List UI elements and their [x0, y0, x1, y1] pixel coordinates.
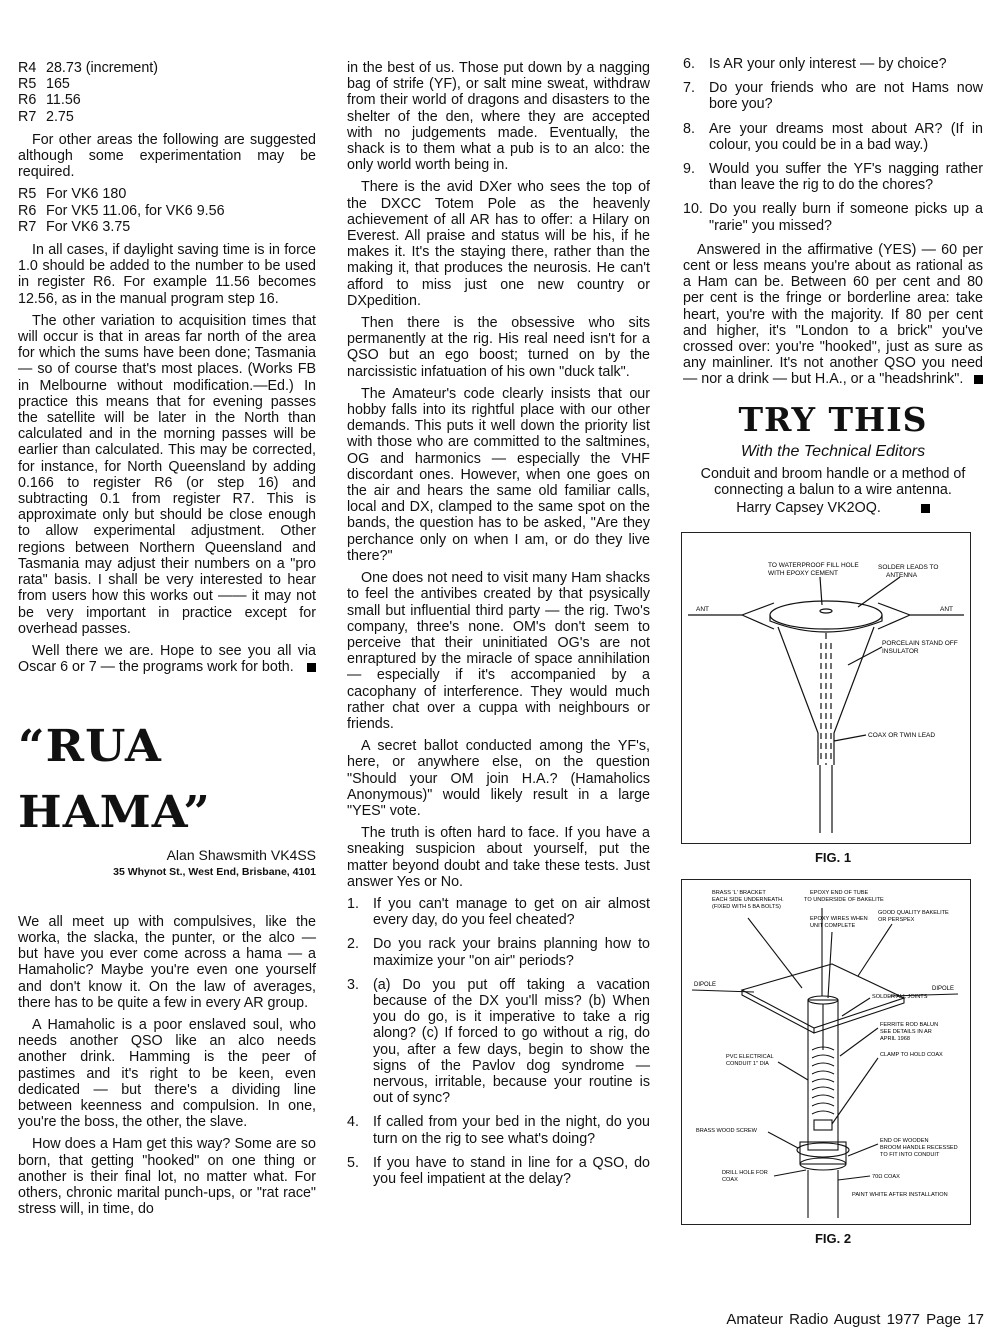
- question-list: [683, 56, 983, 234]
- list-item: 10. Do you really burn if someone picks up a "rarie" you missed?: [683, 201, 983, 234]
- register-row: R4 28.73 (increment): [18, 60, 159, 76]
- article-title-line1: “RUA: [18, 721, 162, 773]
- fig2-label: UNIT COMPLETE: [810, 922, 856, 929]
- balun-insulator-diagram: [682, 533, 970, 843]
- list-item: 8. Are your dreams most about AR? (If in colour, you could be in a bad way.): [683, 120, 983, 153]
- fig2-label: EACH SIDE UNDERNEATH.: [712, 896, 784, 903]
- fig2-label: COAX: [722, 1176, 738, 1183]
- register-row: R5 165: [18, 76, 70, 93]
- fig2-label: GOOD QUALITY BAKELITE: [878, 909, 949, 916]
- fig1-label: INSULATOR: [882, 648, 919, 656]
- page-footer: Amateur Radio August 1977 Page 17: [726, 1311, 984, 1328]
- register-row: R6 For VK5 11.06, for VK6 9.56: [18, 202, 225, 219]
- section-subtitle: With the Technical Editors: [740, 442, 926, 460]
- column-1: [18, 60, 316, 1223]
- paragraph: Conduit and broom handle or a method of connecting a balun to a wire antenna.: [700, 465, 966, 499]
- fig1-label: SOLDER LEADS TO: [878, 564, 939, 572]
- paragraph: A secret ballot conducted among the YF's, here, or anywhere else, on the question "Should your OM join H.A.? (Hamaholics Anonymous)" would likely result in a large "YES" vote.: [347, 738, 650, 819]
- paragraph: In all cases, if daylight saving time is in force 1.0 should be added to the number to be used in register R6. For example 11.56 becomes 12.56, as in the manual program step 16.: [18, 242, 316, 307]
- fig1-label: COAX OR TWIN LEAD: [868, 732, 936, 740]
- fig2-label: TO UNDERSIDE OF BAKELITE: [804, 896, 884, 903]
- list-item: 4. If called from your bed in the night, do you turn on the rig to see what's doing?: [347, 1114, 650, 1147]
- fig2-label: BRASS 'L' BRACKET: [712, 889, 766, 896]
- fig2-label: DIPOLE: [932, 985, 955, 992]
- fig1-label: WITH EPOXY CEMENT: [768, 570, 838, 578]
- fig1-label: PORCELAIN STAND OFF: [882, 640, 958, 648]
- author-address: 35 Whynot St., West End, Brisbane, 4101: [113, 865, 316, 878]
- list-item: 9. Would you suffer the YF's nagging rather than leave the rig to do the chores?: [683, 161, 983, 194]
- fig2-label: APRIL 1968: [880, 1035, 910, 1042]
- fig2-label: SEE DETAILS IN AR: [880, 1028, 932, 1035]
- paragraph-end: Answered in the affirmative (YES) — 60 per cent or less means you're about as rational as a Ham can be. Between 60 per cent and 80 per cent is the fringe or borderline area: take heart, you're with the majority. If 80 per cent and higher, it's "London to a brick" you've crossed over: you're "hooked", just as sure as any mainliner. It's not another QSO you need — nor a drink — but H.A., or a "headshrink".: [683, 241, 983, 388]
- register-row: R5 For VK6 180: [18, 186, 127, 203]
- fig1-label: ANTENNA: [886, 572, 918, 580]
- question-list: [347, 896, 650, 1187]
- figure-2: [681, 879, 971, 1225]
- list-item: 3. (a) Do you put off taking a vacation because of the DX you'll miss? (b) When you do go, is it imperative to take a rig along? (c) If forced to go without a rig, do you, after a few days, begin to show the signs of the Pavlov dog syndrome — nervous, irritable, because your routine is out of sync?: [347, 976, 650, 1107]
- paragraph: A Hamaholic is a poor enslaved soul, who needs another QSO like an alco needs another drink. Hamming is the peer of pastimes and it's right to be keen, even dedicated — but there's a dividing line between keenness and compulsion. In one, you're the boss, the other, the slave.: [18, 1016, 316, 1131]
- fig2-label: (FIXED WITH 5 BA BOLTS): [712, 903, 781, 910]
- register-row: R7 For VK6 3.75: [18, 218, 131, 235]
- register-row: R7 2.75: [18, 108, 74, 125]
- figure-1-caption: FIG. 1: [814, 850, 852, 866]
- paragraph: How does a Ham get this way? Some are so born, that getting "hooked" on one thing or another is their final lot, no matter what. For others, chronic marital punch-ups, or "rat race" stress will, in time, do: [18, 1136, 316, 1218]
- list-item: 1. If you can't manage to get on air almost every day, do you feel cheated?: [347, 895, 650, 929]
- fig2-label: END OF WOODEN: [880, 1137, 929, 1144]
- fig2-label: BROOM HANDLE RECESSED: [880, 1144, 958, 1151]
- list-item: 2. Do you rack your brains planning how to maximize your "on air" periods?: [347, 936, 650, 969]
- end-mark-icon: [974, 375, 983, 384]
- figure-2-caption: FIG. 2: [814, 1230, 852, 1246]
- paragraph: For other areas the following are suggested although some experimentation may be required.: [18, 131, 316, 181]
- fig2-label: EPOXY WIRES WHEN: [810, 915, 868, 922]
- fig2-label: DRILL HOLE FOR: [722, 1169, 768, 1176]
- fig1-label: ANT: [696, 606, 709, 614]
- register-list-b: [18, 186, 316, 235]
- fig2-label: 70Ω COAX: [872, 1173, 900, 1180]
- fig2-label: FERRITE ROD BALUN: [880, 1021, 939, 1028]
- fig2-label: CLAMP TO HOLD COAX: [880, 1051, 943, 1058]
- article-title-line2: HAMA”: [18, 787, 211, 839]
- byline: [18, 847, 316, 879]
- fig2-label: SOLDER ALL JOINTS: [872, 993, 928, 1000]
- list-item: 6. Is AR your only interest — by choice?: [683, 56, 947, 72]
- fig2-label: OR PERSPEX: [878, 916, 915, 923]
- paragraph: The Amateur's code clearly insists that our hobby falls into its rightful place with our other demands. This puts it well down the priority list with those who are committed to the saltmines, OG and harmonics — especially the VHF discordant ones. However, when one goes on the air and hears the same old familiar calls, local and DX, clamped to the same spot on the bands, the question has to be asked, "Are they perchance only on when I am, or do they live there?": [347, 385, 650, 564]
- section-title: TRY THIS: [738, 399, 928, 439]
- paragraph: There is the avid DXer who sees the top of the DXCC Totem Pole as the heavenly achievement of all AR has to offer: a Hilary on Everest. All praise and status will be his, if he makes it. It's the staying there, rather than the making it, that produces the neurosis. He can't afford to miss just one new country or DXpedition.: [347, 179, 650, 309]
- paragraph: The other variation to acquisition times that will occur is that in areas far north of the area for which the sums have been done; Tasmania — so of course that's most places. (Works FB in Melbourne without modification.—Ed.) In practice this means that for evening passes the satellite will be later in the North than calculated and in the morning passes will be earlier than calculated. This may be corrected, for instance, for North Queensland by adding 0.166 to register R6 (or step 16) and subtracting 0.1 from register R7. This is approximate only but should be close enough to allow experimental adjustment. Other regions between Northern Queensland and Tasmania may adjust their numbers on a "pro rata" basis. I shall be very interested to hear from users how this works out —— it may not be very important in practice except for overhead passes.: [18, 312, 316, 637]
- fig2-label: BRASS WOOD SCREW: [696, 1127, 757, 1134]
- fig2-label: TO FIT INTO CONDUIT: [880, 1151, 940, 1158]
- paragraph: in the best of us. Those put down by a nagging bag of strife (YF), or salt mine sweat, withdraw from their world of dragons and disasters to the shelter of the den, where they are accepted with no judgements made. Eventually, the shack is to them what a pub is to an alco: the only world worth being in.: [347, 60, 650, 174]
- author-name: Alan Shawsmith VK4SS: [166, 847, 316, 864]
- column-3: [683, 56, 983, 1247]
- paragraph: Then there is the obsessive who sits permanently at the rig. His real need isn't for a QSO but an ego boost; turned on by the narcissistic infatuation of his own "duck talk".: [347, 315, 650, 380]
- column-2: [347, 60, 650, 1195]
- end-mark-icon: [307, 663, 316, 672]
- fig2-label: DIPOLE: [694, 981, 717, 988]
- end-mark-icon: [921, 504, 930, 513]
- figure-1: [681, 532, 971, 844]
- fig2-label: CONDUIT 1" DIA: [726, 1060, 769, 1067]
- fig1-label: TO WATERPROOF FILL HOLE: [768, 562, 859, 570]
- register-row: R6 11.56: [18, 92, 81, 109]
- fig2-label: PAINT WHITE AFTER INSTALLATION: [852, 1191, 948, 1198]
- list-item: 5. If you have to stand in line for a QSO, do you feel impatient at the delay?: [347, 1154, 650, 1187]
- paragraph: The truth is often hard to face. If you have a sneaking suspicion about yourself, put the matter beyond doubt and take these tests. Just answer Yes or No.: [347, 825, 650, 890]
- fig2-label: PVC ELECTRICAL: [726, 1053, 774, 1060]
- fig1-label: ANT: [940, 606, 953, 614]
- paragraph: One does not need to visit many Ham shacks to feel the antivibes created by that psysically small but influential third party — the rig. Two's company, three's none. OM's don't seem to perceive that their uninitiated OG's are not enraptured by the miracle of space annihilation — especially if it's accompanied by a cacophany of interference. They would much rather chat over a cuppa with neighbours or friends.: [347, 570, 650, 732]
- balun-conduit-diagram: [682, 880, 970, 1224]
- paragraph-end: Well there we are. Hope to see you all via Oscar 6 or 7 — the programs work for both.: [18, 642, 316, 676]
- fig2-label: EPOXY END OF TUBE: [810, 889, 869, 896]
- list-item: 7. Do your friends who are not Hams now bore you?: [683, 80, 983, 113]
- paragraph: We all meet up with compulsives, like the worka, the slacka, the punter, or the alco — but have you ever come across a hama — a Hamaholic? Maybe you're even one yourself and don't know it. On the law of averages, there has to be quite a few in every AR group.: [18, 913, 316, 1011]
- tip-author: Harry Capsey VK2OQ.: [683, 500, 983, 516]
- register-list-a: [18, 60, 316, 125]
